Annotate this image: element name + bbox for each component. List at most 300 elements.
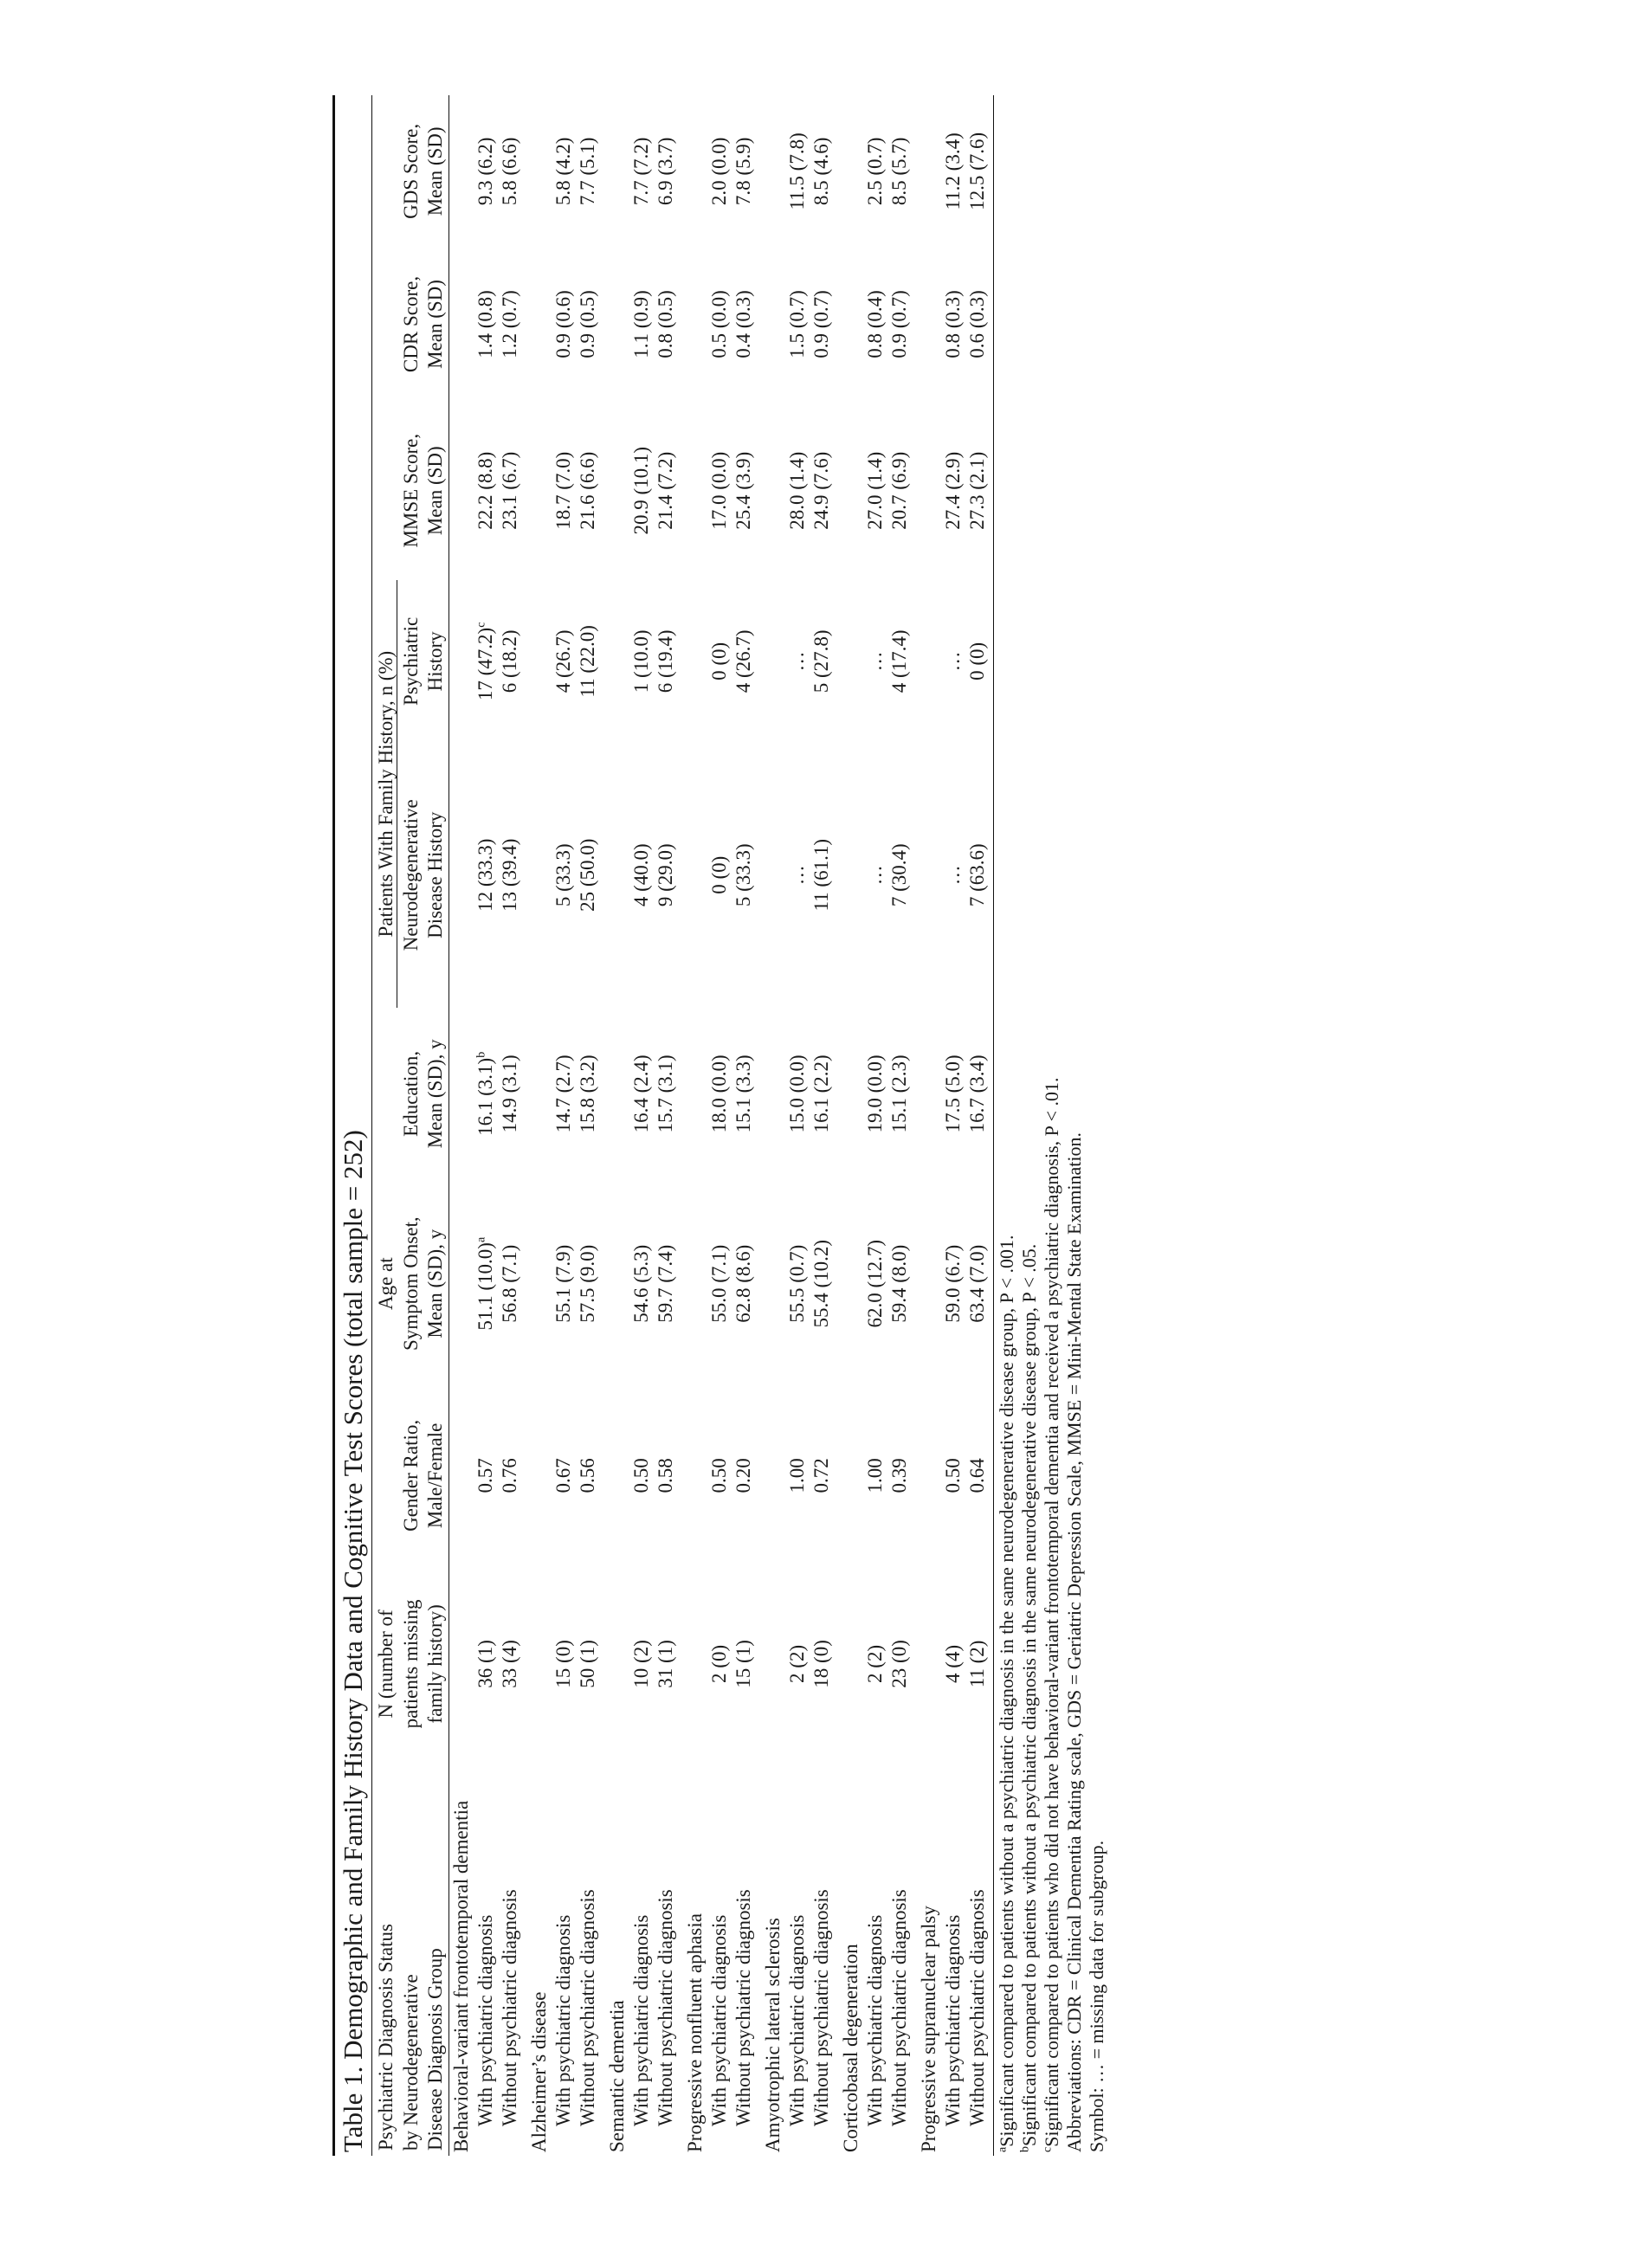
- cell-neuro: [785, 742, 810, 1008]
- cell-value: 14.9 (3.1): [499, 1055, 520, 1133]
- footnote-text: Significant compared to patients without a psychiatric diagnosis in the same neurodegenerative disease group, P < .05.: [1018, 1243, 1040, 2146]
- cell-edu: [941, 1008, 965, 1180]
- cell-psych: [707, 580, 732, 742]
- cell-gender: [654, 1388, 678, 1564]
- table-row: [474, 95, 498, 2156]
- header-col6-line1: Neurodegenerative: [400, 799, 422, 951]
- cell-value: 18.0 (0.0): [708, 1055, 730, 1133]
- cell-value: 20.9 (10.1): [630, 446, 652, 535]
- cell-value: 16.1 (3.1): [474, 1057, 496, 1136]
- cell-edu: [887, 1008, 912, 1180]
- cell-gds: [474, 95, 498, 248]
- cell-cdr: [654, 248, 678, 402]
- rotated-table-page: [332, 95, 1320, 2156]
- cell-psych: [863, 580, 887, 742]
- cell-cdr: [785, 248, 810, 402]
- cell-age: [810, 1180, 834, 1388]
- cell-n: [654, 1564, 678, 1764]
- cell-value: 0.9 (0.6): [552, 290, 574, 358]
- cell-gds: [552, 95, 576, 248]
- cell-value: 21.6 (6.6): [577, 451, 598, 530]
- cell-mmse: [498, 401, 522, 580]
- cell-value: 0.6 (0.3): [966, 290, 988, 358]
- table-row: [732, 95, 756, 2156]
- cell-gender: [965, 1388, 993, 1564]
- cell-value: 15.7 (3.1): [655, 1055, 676, 1133]
- cell-edu: [629, 1008, 654, 1180]
- cell-psych: [629, 580, 654, 742]
- group-header-row: [917, 95, 941, 2156]
- header-col10-line2: Mean (SD): [422, 95, 449, 248]
- cell-value: 4 (40.0): [630, 843, 652, 907]
- cell-psych: [965, 580, 993, 742]
- cell-neuro: [576, 742, 600, 1008]
- cell-value: 0.57: [474, 1458, 496, 1493]
- group-name: Corticobasal degeneration: [840, 1944, 861, 2152]
- cell-value: 16.1 (2.2): [810, 1055, 832, 1133]
- cell-gender: [941, 1388, 965, 1564]
- cell-value: 25 (50.0): [577, 838, 598, 912]
- row-label: Without psychiatric diagnosis: [732, 1889, 754, 2126]
- header-col3-line2: Male/Female: [422, 1388, 449, 1564]
- cell-edu: [498, 1008, 522, 1180]
- cell-cdr: [498, 248, 522, 402]
- cell-value: 6.9 (3.7): [655, 137, 676, 206]
- cell-age: [707, 1180, 732, 1388]
- table-row: [863, 95, 887, 2156]
- cell-value: 2 (2): [786, 1644, 808, 1683]
- header-col2-line1: N (number of: [375, 1609, 397, 1719]
- cell-value: 25.4 (3.9): [732, 451, 754, 530]
- table-footnotes: [996, 95, 1108, 2156]
- table-row: [887, 95, 912, 2156]
- row-label: With psychiatric diagnosis: [708, 1914, 730, 2126]
- cell-n: [707, 1564, 732, 1764]
- group-header-row: [449, 95, 474, 2156]
- cell-neuro: [629, 742, 654, 1008]
- cell-cdr: [474, 248, 498, 402]
- group-header-row: [605, 95, 629, 2156]
- cell-value: 50 (1): [577, 1640, 598, 1688]
- data-table: [372, 95, 993, 2156]
- cell-age: [887, 1180, 912, 1388]
- cell-cdr: [887, 248, 912, 402]
- cell-value: 9.3 (6.2): [474, 137, 496, 206]
- cell-gds: [810, 95, 834, 248]
- footnote-line: [1041, 95, 1063, 2152]
- table-row: [810, 95, 834, 2156]
- cell-value: 10 (2): [630, 1640, 652, 1688]
- row-label: Without psychiatric diagnosis: [810, 1889, 832, 2126]
- cell-value: 2 (0): [708, 1644, 730, 1683]
- cell-psych: [474, 580, 498, 742]
- cell-value: 18.7 (7.0): [552, 451, 574, 530]
- header-col7-line2: History: [422, 580, 449, 742]
- cell-value: 0.56: [577, 1458, 598, 1493]
- cell-psych: [785, 580, 810, 742]
- cell-value: 55.5 (0.7): [786, 1244, 808, 1323]
- cell-neuro: [552, 742, 576, 1008]
- cell-value: 0.9 (0.5): [577, 290, 598, 358]
- cell-value: 27.0 (1.4): [864, 451, 886, 530]
- cell-value: 11 (2): [966, 1640, 988, 1688]
- cell-cdr: [552, 248, 576, 402]
- cell-value: 28.0 (1.4): [786, 451, 808, 530]
- row-label: With psychiatric diagnosis: [630, 1914, 652, 2126]
- cell-age: [965, 1180, 993, 1388]
- cell-neuro: [965, 742, 993, 1008]
- cell-n: [474, 1564, 498, 1764]
- cell-cdr: [732, 248, 756, 402]
- cell-value: 15.1 (2.3): [888, 1055, 910, 1133]
- header-col9-line2: Mean (SD): [422, 248, 449, 402]
- footnote-text: Abbreviations: CDR = Clinical Dementia Rating scale, GDS = Geriatric Depression Scale, MMSE = Mini-Mental State Examination.: [1063, 1132, 1085, 2152]
- cell-psych: [887, 580, 912, 742]
- cell-gds: [941, 95, 965, 248]
- cell-psych: [498, 580, 522, 742]
- cell-value: 0.5 (0.0): [708, 290, 730, 358]
- cell-gds: [707, 95, 732, 248]
- cell-value: 22.2 (8.8): [474, 451, 496, 530]
- cell-gender: [629, 1388, 654, 1564]
- footnote-marker: b: [474, 1051, 488, 1058]
- row-label: With psychiatric diagnosis: [552, 1914, 574, 2126]
- cell-value: …: [786, 651, 808, 672]
- cell-gds: [785, 95, 810, 248]
- cell-edu: [863, 1008, 887, 1180]
- footnote-letter: a: [996, 2146, 1010, 2152]
- table-header: [372, 95, 449, 2156]
- cell-gender: [707, 1388, 732, 1564]
- cell-gender: [732, 1388, 756, 1564]
- cell-gds: [576, 95, 600, 248]
- cell-mmse: [965, 401, 993, 580]
- cell-gds: [654, 95, 678, 248]
- cell-value: 23.1 (6.7): [499, 451, 520, 530]
- cell-value: 27.3 (2.1): [966, 451, 988, 530]
- header-col1-line3: Disease Diagnosis Group: [422, 1764, 449, 2156]
- header-col1-line2: by Neurodegenerative: [399, 1974, 422, 2151]
- cell-value: 2 (2): [864, 1644, 886, 1683]
- cell-gds: [863, 95, 887, 248]
- cell-n: [552, 1564, 576, 1764]
- cell-cdr: [863, 248, 887, 402]
- cell-value: 63.4 (7.0): [966, 1244, 988, 1323]
- cell-mmse: [552, 401, 576, 580]
- cell-n: [576, 1564, 600, 1764]
- cell-value: 2.0 (0.0): [708, 137, 730, 206]
- table-bottom-rule: [993, 95, 994, 2156]
- cell-value: 17.0 (0.0): [708, 451, 730, 530]
- header-col8-line2: Mean (SD): [422, 401, 449, 580]
- cell-value: 1.00: [864, 1458, 886, 1493]
- cell-value: 33 (4): [499, 1640, 520, 1688]
- cell-value: 27.4 (2.9): [942, 451, 964, 530]
- cell-psych: [941, 580, 965, 742]
- table-row: [785, 95, 810, 2156]
- footnote-letter: c: [1041, 2146, 1055, 2152]
- cell-value: 7.7 (7.2): [630, 137, 652, 206]
- cell-psych: [732, 580, 756, 742]
- cell-value: 0 (0): [966, 642, 988, 680]
- cell-age: [576, 1180, 600, 1388]
- cell-psych: [810, 580, 834, 742]
- table-title: Table 1. Demographic and Family History Data and Cognitive Test Scores (total sample = 252): [332, 95, 372, 2156]
- cell-neuro: [941, 742, 965, 1008]
- cell-value: 59.4 (8.0): [888, 1244, 910, 1323]
- cell-age: [863, 1180, 887, 1388]
- cell-age: [552, 1180, 576, 1388]
- table-row: [707, 95, 732, 2156]
- cell-value: 51.1 (10.0): [474, 1242, 496, 1331]
- cell-value: 17.5 (5.0): [942, 1055, 964, 1133]
- cell-value: 0.9 (0.7): [810, 290, 832, 358]
- table-row: [654, 95, 678, 2156]
- row-label: Without psychiatric diagnosis: [966, 1889, 988, 2126]
- cell-value: 8.5 (5.7): [888, 137, 910, 206]
- cell-n: [629, 1564, 654, 1764]
- header-col2-line3: family history): [422, 1564, 449, 1764]
- footnote-text: Symbol: … = missing data for subgroup.: [1086, 1840, 1107, 2152]
- cell-value: 0.50: [708, 1458, 730, 1493]
- cell-value: 17 (47.2): [474, 627, 496, 701]
- group-name: Progressive supranuclear palsy: [918, 1906, 939, 2152]
- cell-cdr: [629, 248, 654, 402]
- cell-value: 36 (1): [474, 1640, 496, 1688]
- cell-value: 0 (0): [708, 642, 730, 680]
- cell-gds: [629, 95, 654, 248]
- footnote-marker: c: [474, 622, 488, 628]
- cell-value: 7.8 (5.9): [732, 137, 754, 206]
- cell-neuro: [474, 742, 498, 1008]
- cell-gds: [732, 95, 756, 248]
- footnote-marker: a: [474, 1236, 488, 1243]
- cell-value: 31 (1): [655, 1640, 676, 1688]
- cell-value: 0.8 (0.3): [942, 290, 964, 358]
- cell-age: [498, 1180, 522, 1388]
- group-name: Progressive nonfluent aphasia: [684, 1913, 706, 2152]
- cell-value: 11 (61.1): [810, 839, 832, 912]
- row-label: Without psychiatric diagnosis: [499, 1889, 520, 2126]
- cell-edu: [474, 1008, 498, 1180]
- cell-gender: [576, 1388, 600, 1564]
- cell-value: 16.4 (2.4): [630, 1055, 652, 1133]
- cell-psych: [654, 580, 678, 742]
- cell-edu: [654, 1008, 678, 1180]
- cell-value: 5 (33.3): [552, 843, 574, 907]
- cell-value: 0.72: [810, 1458, 832, 1493]
- cell-value: 62.8 (8.6): [732, 1244, 754, 1323]
- row-label: With psychiatric diagnosis: [474, 1914, 496, 2126]
- table-row: [965, 95, 993, 2156]
- cell-neuro: [863, 742, 887, 1008]
- group-name: Behavioral-variant frontotemporal dementia: [450, 1800, 472, 2152]
- footnote-text: Significant compared to patients who did not have behavioral-variant frontotemporal dementia and received a psychiatric diagnosis, P < .01.: [1041, 1077, 1062, 2147]
- cell-value: 5.8 (6.6): [499, 137, 520, 206]
- cell-value: 12 (33.3): [474, 838, 496, 912]
- table-row: [941, 95, 965, 2156]
- cell-value: 2.5 (0.7): [864, 137, 886, 206]
- cell-value: 5.8 (4.2): [552, 137, 574, 206]
- cell-mmse: [785, 401, 810, 580]
- group-name: Amyotrophic lateral sclerosis: [762, 1918, 784, 2152]
- cell-value: 11 (22.0): [577, 625, 598, 698]
- header-col3-line1: Gender Ratio,: [399, 1419, 422, 1532]
- cell-value: 1.2 (0.7): [499, 290, 520, 358]
- cell-value: 18 (0): [810, 1640, 832, 1688]
- cell-value: 0.58: [655, 1458, 676, 1493]
- header-col9-line1: CDR Score,: [399, 275, 422, 373]
- header-col8-line1: MMSE Score,: [399, 433, 422, 548]
- cell-psych: [576, 580, 600, 742]
- cell-n: [810, 1564, 834, 1764]
- footnote-line: [1018, 95, 1041, 2152]
- cell-value: 0.50: [942, 1458, 964, 1493]
- cell-mmse: [576, 401, 600, 580]
- cell-mmse: [707, 401, 732, 580]
- header-col4-line1: Age at: [375, 1257, 397, 1311]
- cell-value: 55.1 (7.9): [552, 1244, 574, 1323]
- cell-gds: [498, 95, 522, 248]
- cell-neuro: [498, 742, 522, 1008]
- cell-mmse: [654, 401, 678, 580]
- cell-cdr: [707, 248, 732, 402]
- cell-n: [863, 1564, 887, 1764]
- cell-gender: [552, 1388, 576, 1564]
- cell-value: 4 (26.7): [552, 629, 574, 693]
- cell-value: 1.4 (0.8): [474, 290, 496, 358]
- cell-edu: [965, 1008, 993, 1180]
- cell-value: 0.9 (0.7): [888, 290, 910, 358]
- cell-value: 59.7 (7.4): [655, 1244, 676, 1323]
- table-row: [576, 95, 600, 2156]
- cell-value: 0.8 (0.4): [864, 290, 886, 358]
- row-label: Without psychiatric diagnosis: [577, 1889, 598, 2126]
- cell-age: [785, 1180, 810, 1388]
- cell-mmse: [941, 401, 965, 580]
- cell-mmse: [810, 401, 834, 580]
- row-label: Without psychiatric diagnosis: [655, 1889, 676, 2126]
- cell-value: 19.0 (0.0): [864, 1055, 886, 1133]
- cell-n: [732, 1564, 756, 1764]
- cell-value: 16.7 (3.4): [966, 1055, 988, 1133]
- cell-value: 21.4 (7.2): [655, 451, 676, 530]
- cell-n: [887, 1564, 912, 1764]
- cell-value: 9 (29.0): [655, 843, 676, 907]
- cell-value: 62.0 (12.7): [864, 1239, 886, 1328]
- group-header-row: [839, 95, 863, 2156]
- header-col1-line1: Psychiatric Diagnosis Status: [375, 1924, 397, 2151]
- cell-value: 55.4 (10.2): [810, 1239, 832, 1328]
- cell-age: [654, 1180, 678, 1388]
- cell-value: 0 (0): [708, 855, 730, 894]
- header-col5-line2: Mean (SD), y: [422, 1008, 449, 1180]
- cell-value: 13 (39.4): [499, 838, 520, 912]
- header-col4-line3: Mean (SD), y: [422, 1180, 449, 1388]
- cell-value: 12.5 (7.6): [966, 132, 988, 210]
- group-header-row: [761, 95, 785, 2156]
- cell-value: 1 (10.0): [630, 629, 652, 693]
- cell-age: [474, 1180, 498, 1388]
- cell-value: 4 (4): [942, 1644, 964, 1683]
- footnote-line: [1063, 95, 1086, 2152]
- group-name: Semantic dementia: [606, 2000, 628, 2152]
- cell-value: 4 (26.7): [732, 629, 754, 693]
- cell-value: 55.0 (7.1): [708, 1244, 730, 1323]
- cell-value: 23 (0): [888, 1640, 910, 1688]
- row-label: With psychiatric diagnosis: [864, 1914, 886, 2126]
- cell-edu: [785, 1008, 810, 1180]
- cell-value: 54.6 (5.3): [630, 1244, 652, 1323]
- cell-gender: [887, 1388, 912, 1564]
- cell-value: 15.1 (3.3): [732, 1055, 754, 1133]
- cell-value: 15 (0): [552, 1640, 574, 1688]
- cell-edu: [810, 1008, 834, 1180]
- cell-value: 1.00: [786, 1458, 808, 1493]
- cell-value: 24.9 (7.6): [810, 451, 832, 530]
- cell-psych: [552, 580, 576, 742]
- cell-age: [732, 1180, 756, 1388]
- cell-value: 11.5 (7.8): [786, 132, 808, 210]
- table-container: [332, 95, 1320, 2156]
- cell-value: …: [942, 651, 964, 672]
- cell-value: …: [864, 865, 886, 886]
- cell-n: [498, 1564, 522, 1764]
- cell-value: 15.8 (3.2): [577, 1055, 598, 1133]
- cell-value: 11.2 (3.4): [942, 132, 964, 210]
- table-row: [629, 95, 654, 2156]
- row-label: With psychiatric diagnosis: [942, 1914, 964, 2126]
- cell-edu: [552, 1008, 576, 1180]
- header-family-history-group: Patients With Family History, n (%): [372, 580, 397, 1008]
- table-row: [498, 95, 522, 2156]
- cell-mmse: [863, 401, 887, 580]
- cell-edu: [576, 1008, 600, 1180]
- cell-value: 15 (1): [732, 1640, 754, 1688]
- group-name: Alzheimer’s disease: [528, 1991, 550, 2152]
- cell-neuro: [732, 742, 756, 1008]
- cell-value: 0.8 (0.5): [655, 290, 676, 358]
- cell-neuro: [810, 742, 834, 1008]
- cell-value: 15.0 (0.0): [786, 1055, 808, 1133]
- cell-value: 7 (30.4): [888, 843, 910, 907]
- cell-value: 0.20: [732, 1458, 754, 1493]
- cell-value: 4 (17.4): [888, 629, 910, 693]
- cell-value: 1.5 (0.7): [786, 290, 808, 358]
- cell-value: 8.5 (4.6): [810, 137, 832, 206]
- cell-edu: [707, 1008, 732, 1180]
- cell-value: 0.64: [966, 1458, 988, 1493]
- cell-cdr: [810, 248, 834, 402]
- cell-gender: [498, 1388, 522, 1564]
- cell-mmse: [732, 401, 756, 580]
- cell-value: 7.7 (5.1): [577, 137, 598, 206]
- cell-value: 0.67: [552, 1458, 574, 1493]
- group-header-row: [683, 95, 707, 2156]
- cell-value: 0.39: [888, 1458, 910, 1493]
- cell-cdr: [941, 248, 965, 402]
- cell-mmse: [474, 401, 498, 580]
- header-col7-line1: Psychiatric: [400, 616, 422, 706]
- footnote-letter: b: [1018, 2146, 1032, 2152]
- row-label: Without psychiatric diagnosis: [888, 1889, 910, 2126]
- cell-mmse: [629, 401, 654, 580]
- cell-cdr: [965, 248, 993, 402]
- cell-gds: [887, 95, 912, 248]
- cell-value: 0.76: [499, 1458, 520, 1493]
- cell-value: 6 (19.4): [655, 629, 676, 693]
- footnote-line: [1086, 95, 1108, 2152]
